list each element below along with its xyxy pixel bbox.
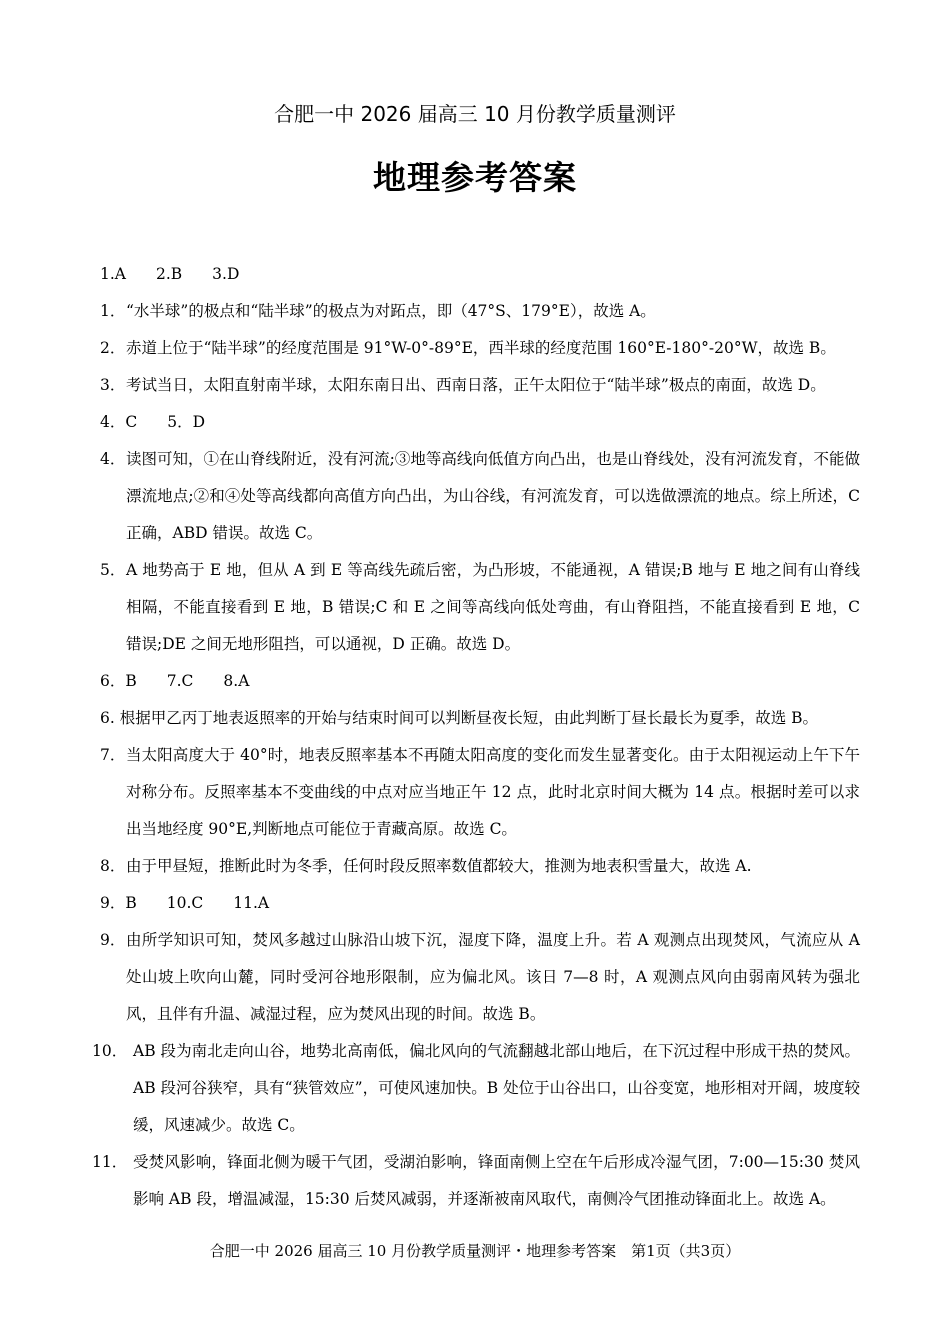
explanation-text: 6. 根据甲乙丙丁地表返照率的开始与结束时间可以判断昼夜长短，由此判断丁昼长最长为夏季，故选 B。 — [100, 709, 819, 727]
explanation — [100, 848, 860, 885]
explanation-text: 读图可知，①在山脊线附近，没有河流;③地等高线向低值方向凸出，也是山脊线处，没有河流发育，不能做漂流地点;②和④处等高线都向高值方向凸出，为山谷线，有河流发育，可以选做漂流的地点。综上所述，C 正确，ABD 错误。故选 C。 — [126, 450, 860, 542]
question-number: 2． — [100, 339, 126, 357]
explanation-text: 考试当日，太阳直射南半球，太阳东南日出、西南日落，正午太阳位于“陆半球”极点的南面，故选 D。 — [126, 376, 826, 394]
answer-key: 4．C — [100, 413, 138, 431]
explanation-text: 由所学知识可知，焚风多越过山脉沿山坡下沉，湿度下降，温度上升。若 A 观测点出现焚风，气流应从 A 处山坡上吹向山麓，同时受河谷地形限制，应为偏北风。该日 7—8 时，A 观测点风向由弱南风转为强北风，且伴有升温、减湿过程，应为焚风出现的时间。故选 B。 — [126, 931, 860, 1023]
explanation — [100, 700, 860, 737]
page-title: 地理参考答案 — [373, 158, 577, 197]
question-number: 5． — [100, 561, 126, 579]
answer-line — [100, 885, 860, 922]
explanation — [100, 293, 860, 330]
answer-key: 5．D — [167, 413, 206, 431]
explanation — [100, 552, 860, 663]
page-footer: 合肥一中 2026 届高三 10 月份教学质量测评・地理参考答案 第1页（共3页） — [209, 1242, 741, 1260]
explanation-text: AB 段为南北走向山谷，地势北高南低，偏北风向的气流翻越北部山地后，在下沉过程中形成干热的焚风。AB 段河谷狭窄，具有“狭管效应”，可使风速加快。B 处位于山谷出口，山谷变宽，地形相对开阔，坡度较缓，风速减少。故选 C。 — [133, 1042, 860, 1134]
answer-key: 2.B — [155, 265, 183, 283]
answer-line — [100, 404, 860, 441]
explanation-text: 当太阳高度大于 40°时，地表反照率基本不再随太阳高度的变化而发生显著变化。由于太阳视运动上午下午对称分布。反照率基本不变曲线的中点对应当地正午 12 点，此时北京时间大概为 14 点。根据时差可以求出当地经度 90°E,判断地点可能位于青藏高原。故选 C。 — [126, 746, 860, 838]
explanation-text: 由于甲昼短，推断此时为冬季，任何时段反照率数值都较大，推测为地表积雪量大，故选 A. — [126, 857, 752, 875]
question-number: 7． — [100, 746, 126, 764]
question-number: 10． — [92, 1042, 128, 1060]
question-number: 1． — [100, 302, 126, 320]
answer-key: 8.A — [223, 672, 250, 690]
explanation-text: “水半球”的极点和“陆半球”的极点为对跖点，即（47°S、179°E），故选 A。 — [126, 302, 656, 320]
explanation — [100, 330, 860, 367]
explanation — [92, 1144, 860, 1218]
explanation — [100, 922, 860, 1033]
explanation-text: A 地势高于 E 地，但从 A 到 E 等高线先疏后密，为凸形坡，不能通视，A 错误;B 地与 E 地之间有山脊线相隔，不能直接看到 E 地，B 错误;C 和 E 之间等高线向低处弯曲，有山脊阻挡，不能直接看到 E 地，C 错误;DE 之间无地形阻挡，可以通视，D 正确。故选 D。 — [126, 561, 860, 653]
question-number: 4． — [100, 450, 126, 468]
explanation-text: 赤道上位于“陆半球”的经度范围是 91°W-0°-89°E，西半球的经度范围 160°E-180°-20°W，故选 B。 — [126, 339, 836, 357]
explanation — [100, 441, 860, 552]
answer-key: 3.D — [212, 265, 240, 283]
explanation-text: 受焚风影响，锋面北侧为暖干气团，受湖泊影响，锋面南侧上空在午后形成冷湿气团，7:00—15:30 焚风影响 AB 段，增温减湿，15:30 后焚风减弱，并逐渐被南风取代，南侧冷气团推动锋面北上。故选 A。 — [133, 1153, 860, 1208]
answer-key: 10.C — [166, 894, 204, 912]
answer-content — [92, 256, 860, 1218]
answer-line — [100, 663, 860, 700]
explanation — [100, 737, 860, 848]
question-number: 3． — [100, 376, 126, 394]
answer-line — [100, 256, 860, 293]
question-number: 11． — [92, 1153, 128, 1171]
answer-key: 6．B — [100, 672, 137, 690]
explanation — [100, 367, 860, 404]
question-number: 9． — [100, 931, 126, 949]
answer-key: 7.C — [166, 672, 194, 690]
explanation — [92, 1033, 860, 1144]
answer-key: 11.A — [233, 894, 270, 912]
answer-key: 1.A — [100, 265, 126, 283]
answer-key: 9．B — [100, 894, 137, 912]
exam-header: 合肥一中 2026 届高三 10 月份教学质量测评 — [274, 102, 676, 126]
question-number: 8． — [100, 857, 126, 875]
